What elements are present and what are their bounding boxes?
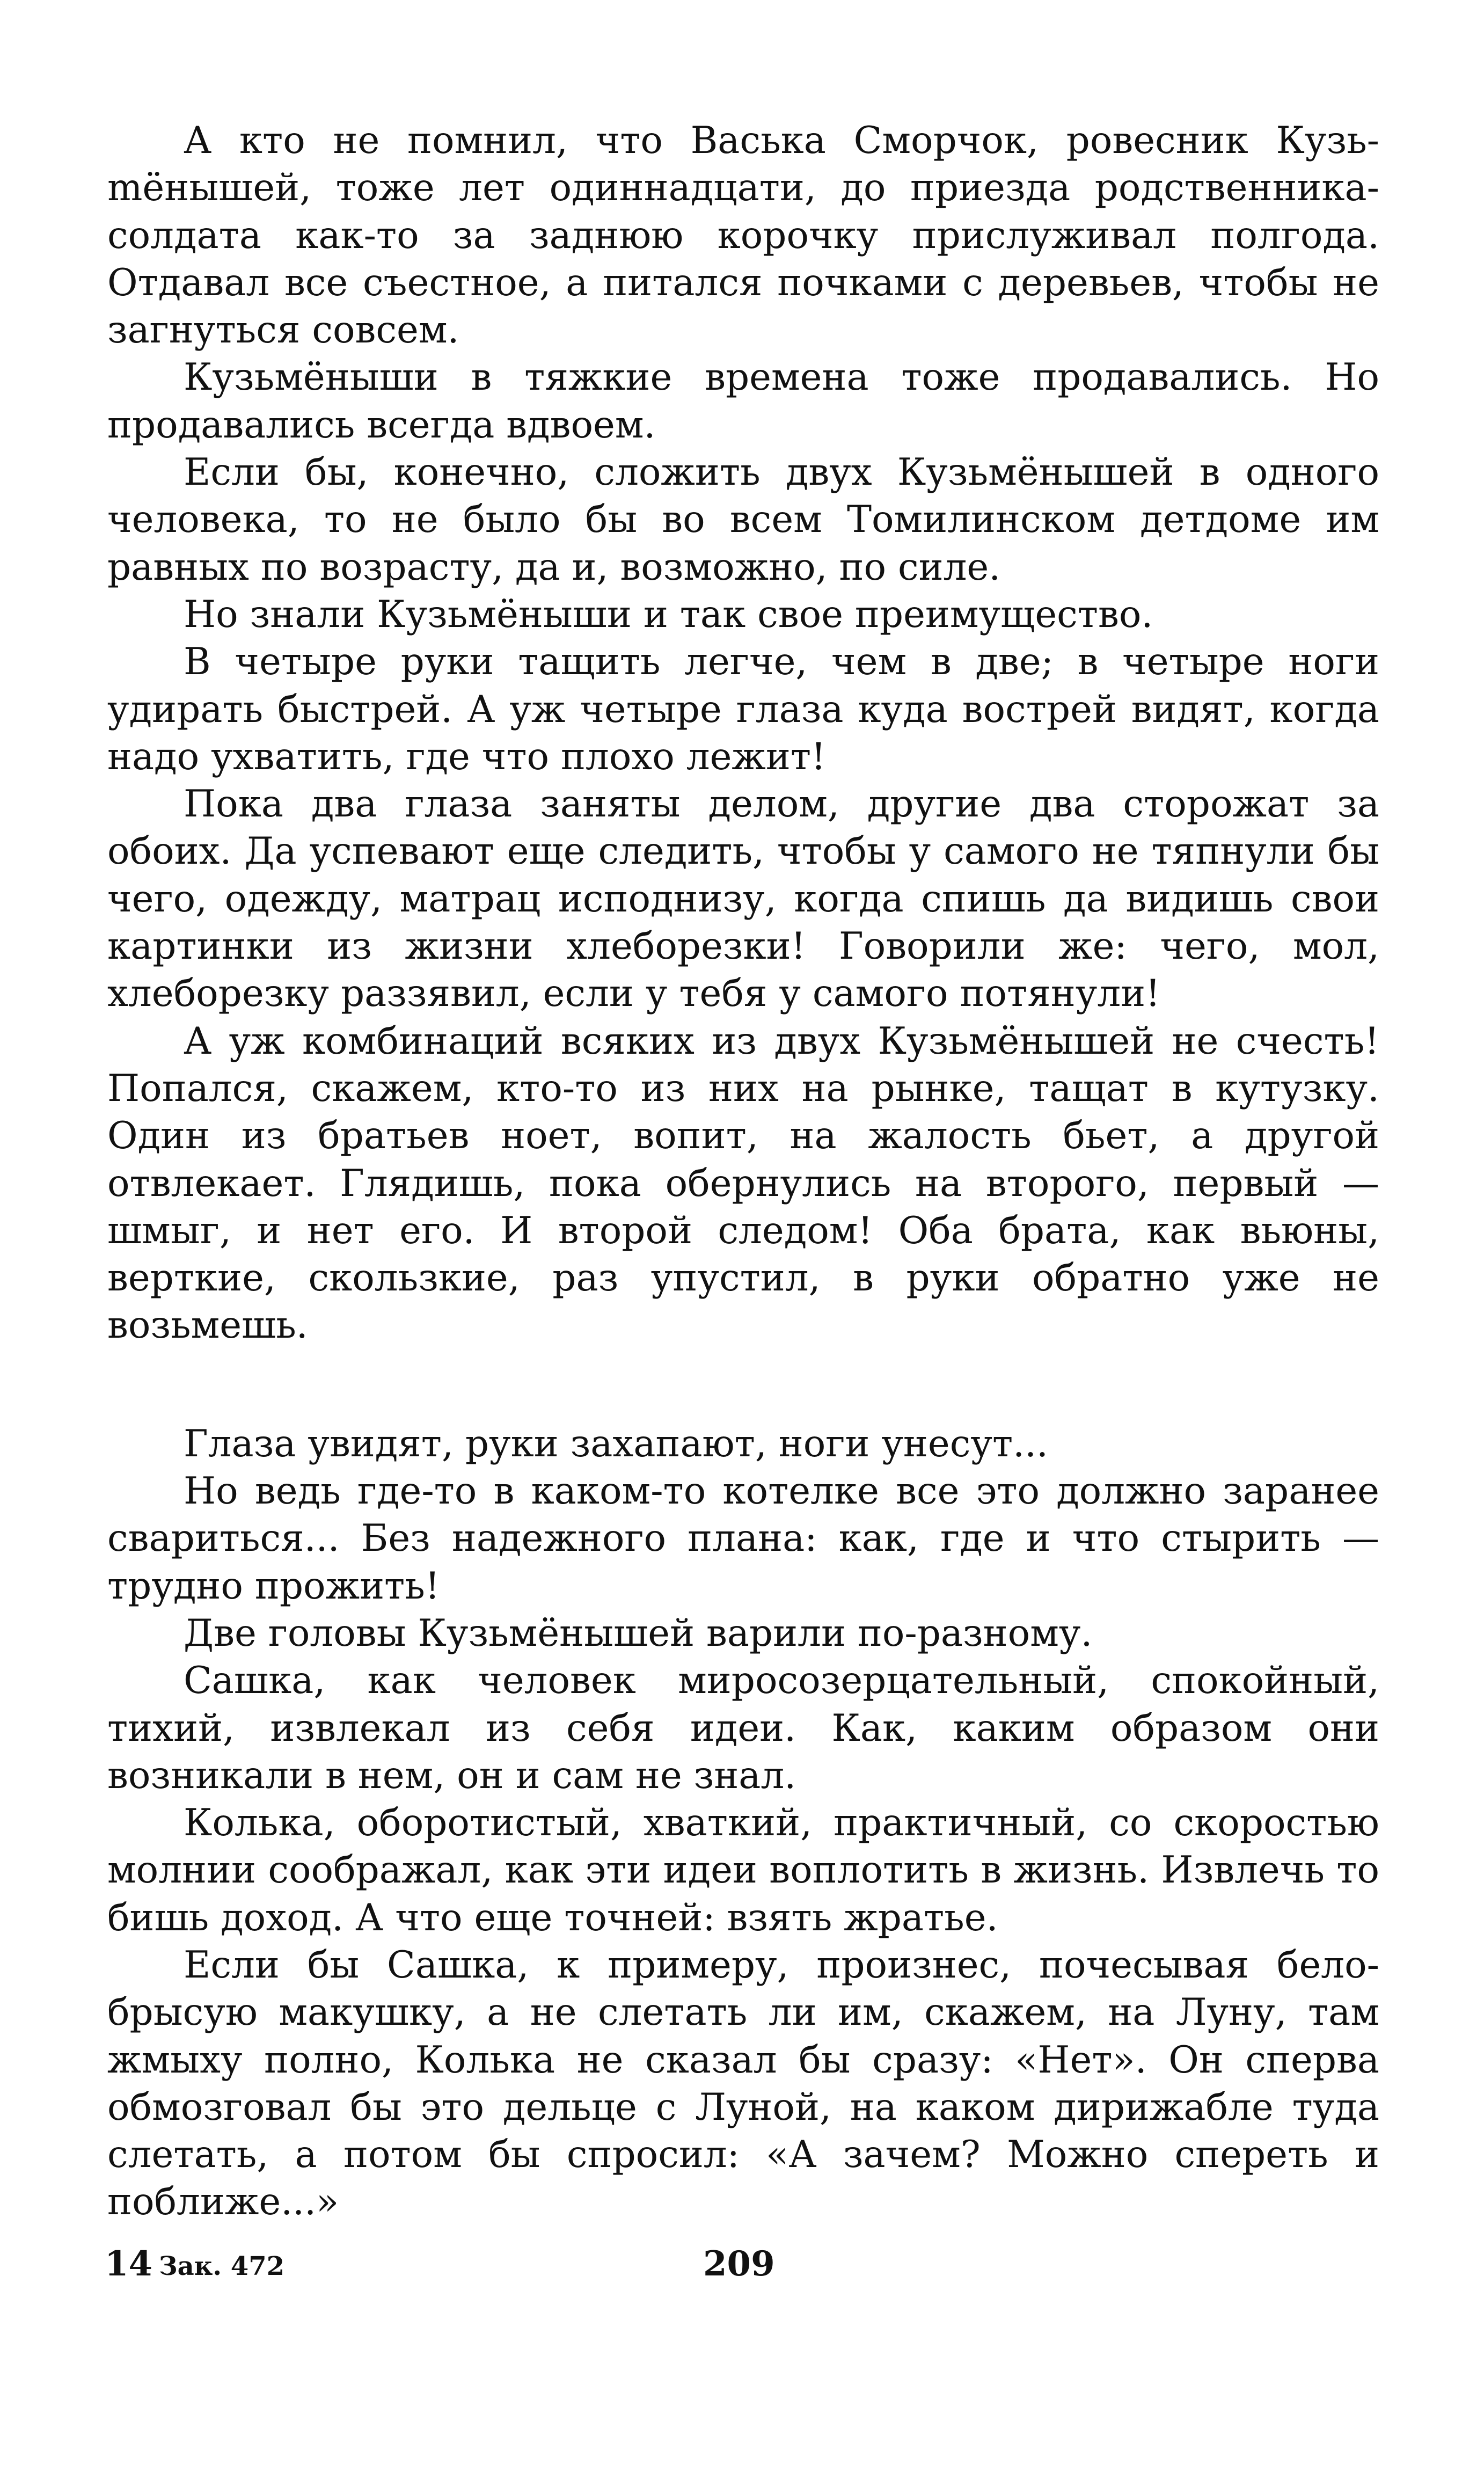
paragraph-3: Если бы, конечно, сложить двух Кузьмёнышей в одного человека, то не было бы во всем Томилинском детдоме им равных по возрасту, да и, возможно, по силе. <box>107 451 1379 589</box>
signature-number: 14 <box>105 2244 153 2284</box>
paragraph-5: В четыре руки тащить легче, чем в две; в четыре ноги удирать быстрей. А уж четыре глаза куда вострей видят, когда надо ухватить, где что плохо лежит! <box>107 640 1379 778</box>
paragraph-9: Но ведь где-то в каком-то котелке все это должно заранее свариться... Без надежного плана: как, где и что стырить — трудно прожить! <box>107 1470 1379 1608</box>
paragraph-13: Если бы Сашка, к примеру, произнес, почесывая белобрысую макушку, а не слетать ли им, скажем, на Луну, там жмыху полно, Колька не сказал бы сразу: «Нет». Он сперва обмозговал бы это дельце с Луной, на каком дирижабле туда слетать, а потом бы спросил: «А зачем? Можно спереть и поближе...» <box>107 1943 1379 2224</box>
paragraph-10: Две головы Кузьмёнышей варили по-разному. <box>184 1611 1093 1655</box>
paragraph-1: А кто не помнил, что Васька Сморчок, ровесник Кузьmёнышей, тоже лет одиннадцати, до приезда родственника-солдата как-то за заднюю корочку прислуживал полгода. Отдавал все съестное, а питался почками с деревьев, чтобы не загнуться совсем. <box>107 119 1379 352</box>
page-footer <box>0 2244 1484 2292</box>
paragraph-2: Кузьмёныши в тяжкие времена тоже продавались. Но продавались всегда вдвоем. <box>107 356 1379 447</box>
paragraph-6: Пока два глаза заняты делом, другие два сторожат за обоих. Да успевают еще следить, чтобы у самого не тяпнули бы чего, одежду, матрац исподнизу, когда спишь да видишь свои картинки из жизни хлеборезки! Говорили же: чего, мол, хлеборезку раззявил, если у тебя у самого потянули! <box>107 783 1379 1016</box>
paragraph-12: Колька, оборотистый, хваткий, практичный, со скоростью молнии соображал, как эти идеи воплотить в жизнь. Извлечь то бишь доход. А что еще точней: взять жратье. <box>107 1801 1379 1939</box>
paragraph-8: Глаза увидят, руки захапают, ноги унесут... <box>184 1422 1048 1465</box>
paragraph-7: А уж комбинаций всяких из двух Кузьмёнышей не счесть! Попался, скажем, кто-то из них на рынке, тащат в кутузку. Один из братьев ноет, вопит, на жалость бьет, а другой отвлекает. Глядишь, пока обернулись на второго, первый — шмыг, и нет его. И второй следом! Оба брата, как вьюны, верткие, скользкие, раз упустил, в руки обратно уже не возьмешь. <box>107 1019 1379 1347</box>
page-body <box>107 117 1379 2226</box>
paragraph-11: Сашка, как человек миросозерцательный, спокойный, тихий, извлекал из себя идеи. Как, каким образом они возникали в нем, он и сам не знал. <box>107 1659 1379 1797</box>
page-number: 209 <box>703 2244 775 2284</box>
signature-order: Зак. 472 <box>159 2251 284 2281</box>
paragraph-4: Но знали Кузьмёныши и так свое преимущество. <box>184 593 1153 636</box>
